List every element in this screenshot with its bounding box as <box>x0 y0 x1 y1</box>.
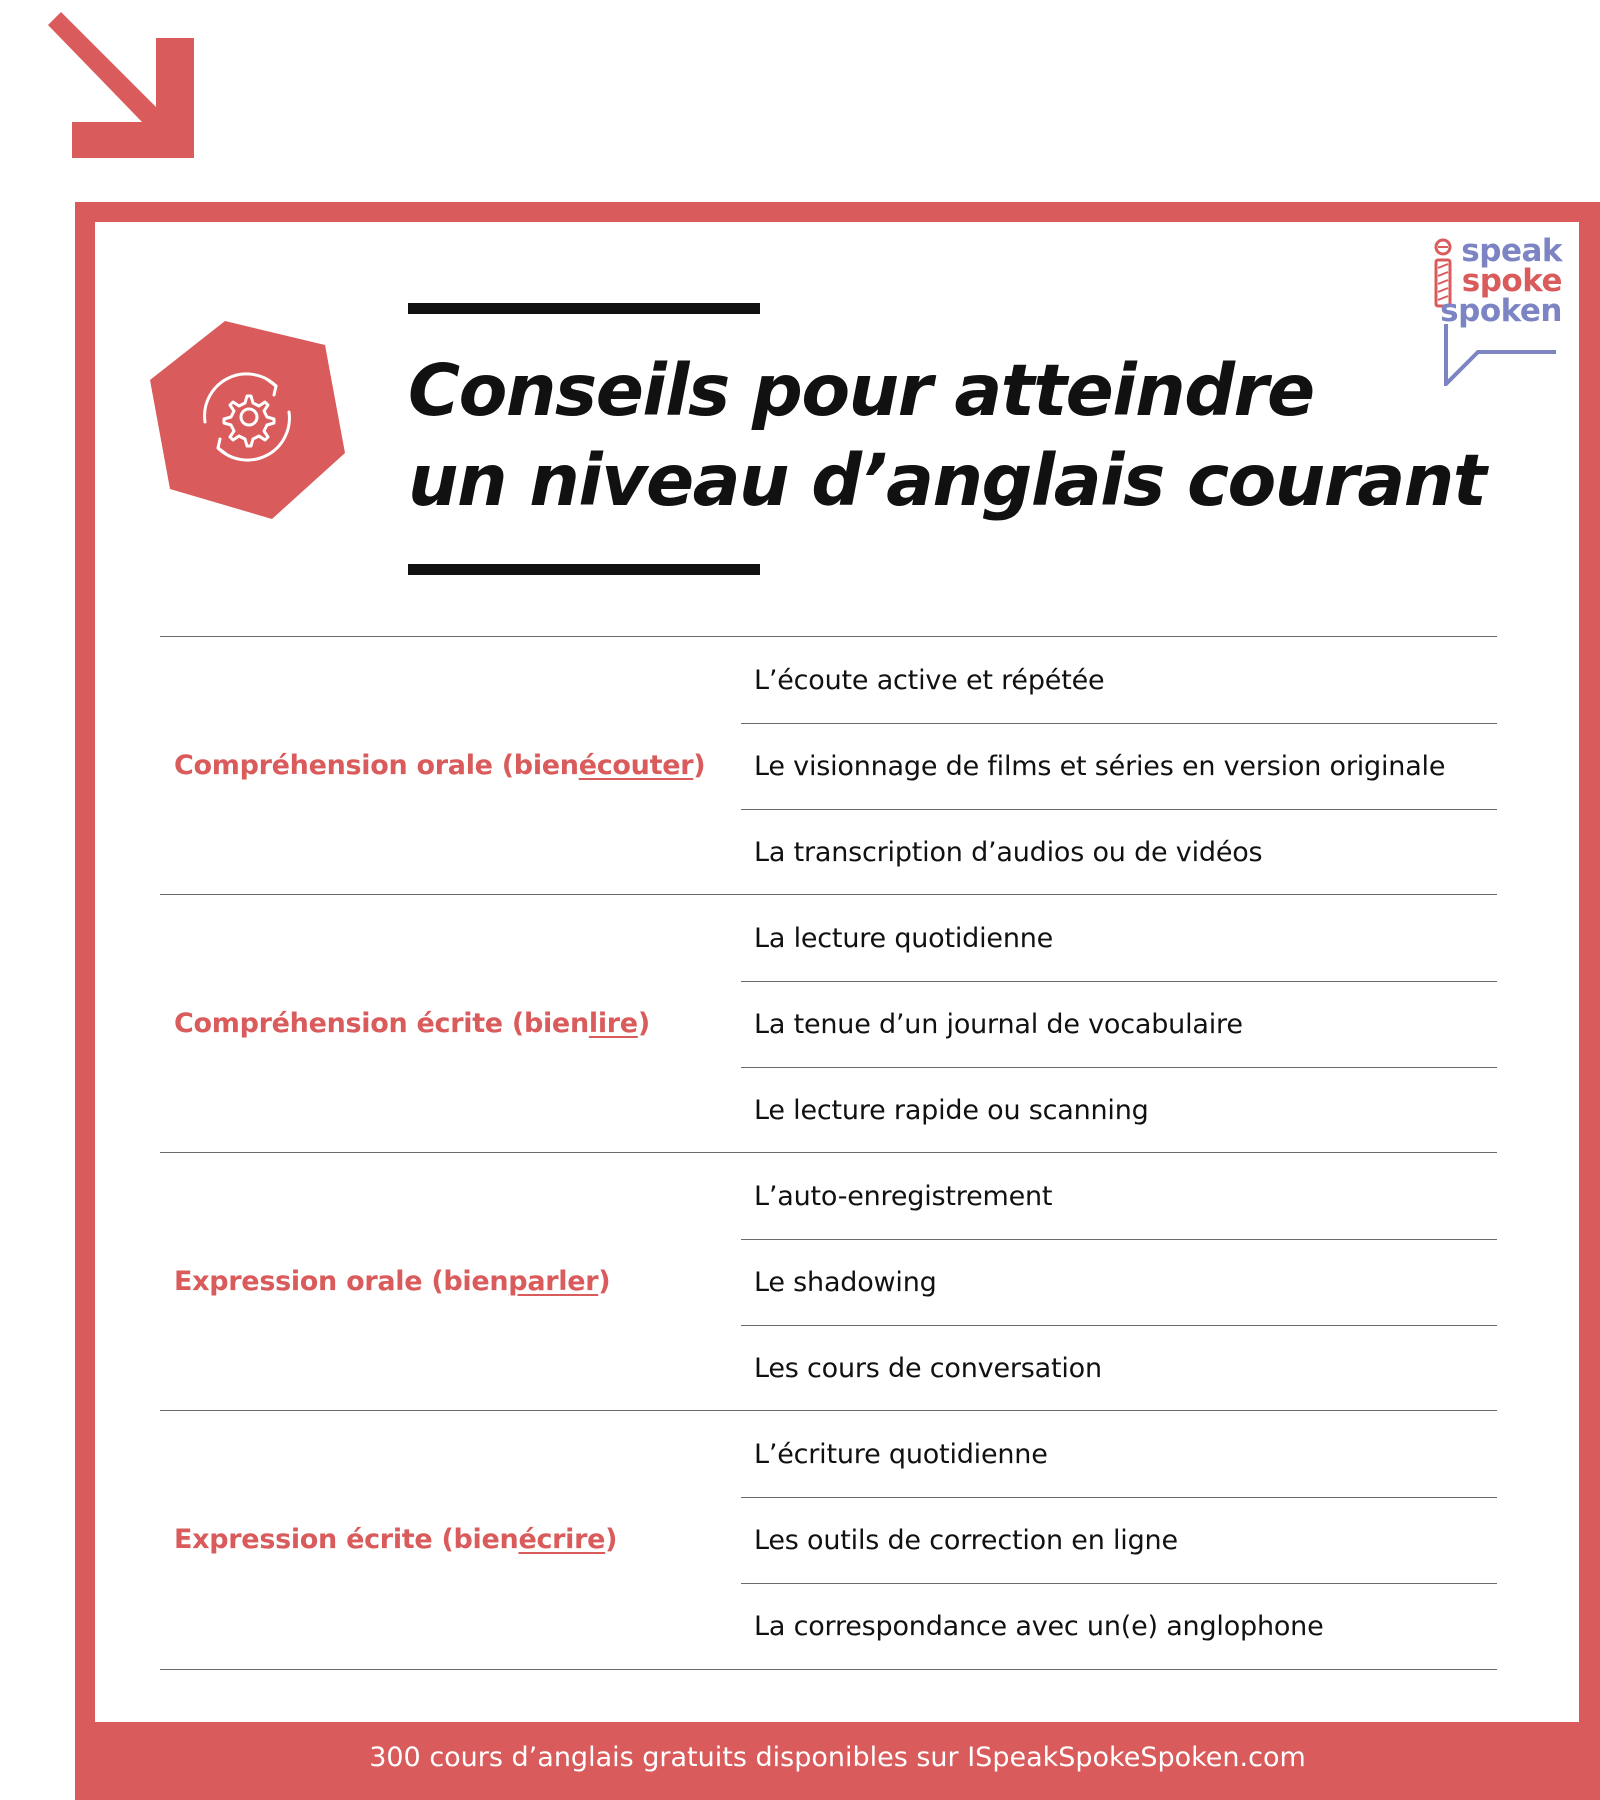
tip-item: L’auto-enregistrement <box>754 1180 1053 1212</box>
category-label: Expression écrite (bien écrire ) <box>174 1524 618 1556</box>
group-reading <box>160 894 1497 1152</box>
tip-item: Le visionnage de films et séries en version originale <box>741 723 1497 809</box>
tip-item: La transcription d’audios ou de vidéos <box>741 809 1497 895</box>
tip-item: L’écoute active et répétée <box>754 664 1105 696</box>
title-line-1: Conseils pour atteindre <box>408 349 1314 432</box>
title-line-2: un niveau d’anglais courant <box>408 439 1486 522</box>
gear-refresh-icon <box>148 318 346 520</box>
tip-list <box>741 1411 1497 1669</box>
category-label: Expression orale (bien parler ) <box>174 1266 611 1297</box>
footer-text: 300 cours d’anglais gratuits disponibles sur ISpeakSpokeSpoken.com <box>369 1742 1306 1773</box>
tip-item: Le lecture rapide ou scanning <box>741 1067 1497 1153</box>
group-listening <box>160 636 1497 894</box>
group-writing <box>160 1410 1497 1670</box>
tip-list <box>741 895 1497 1152</box>
tips-table <box>160 636 1497 1670</box>
tip-item: Les outils de correction en ligne <box>741 1497 1497 1583</box>
category-verb: lire <box>588 1008 638 1039</box>
tip-item: La correspondance avec un(e) anglophone <box>741 1583 1497 1669</box>
group-speaking <box>160 1152 1497 1410</box>
category-label: Compréhension orale (bien écouter ) <box>174 750 706 781</box>
tip-item: La tenue d’un journal de vocabulaire <box>741 981 1497 1067</box>
title-rule-top <box>408 303 760 314</box>
logo-word-spoke: spoke <box>1461 263 1562 299</box>
tip-list <box>741 1153 1497 1410</box>
tip-item: L’écriture quotidienne <box>754 1438 1048 1470</box>
arrow-down-right-icon <box>48 12 198 162</box>
logo-word-spoken: spoken <box>1440 293 1562 329</box>
tip-item: Les cours de conversation <box>741 1325 1497 1411</box>
category-verb: parler <box>508 1266 599 1297</box>
page-title <box>408 346 1485 526</box>
category-verb: écouter <box>578 750 694 781</box>
tip-list <box>741 637 1497 894</box>
tip-item: Le shadowing <box>741 1239 1497 1325</box>
tip-item: La lecture quotidienne <box>754 922 1054 954</box>
logo-word-speak: speak <box>1461 233 1562 269</box>
category-verb: écrire <box>518 1524 606 1556</box>
category-label: Compréhension écrite (bien lire ) <box>174 1008 650 1039</box>
title-rule-bottom <box>408 564 760 575</box>
